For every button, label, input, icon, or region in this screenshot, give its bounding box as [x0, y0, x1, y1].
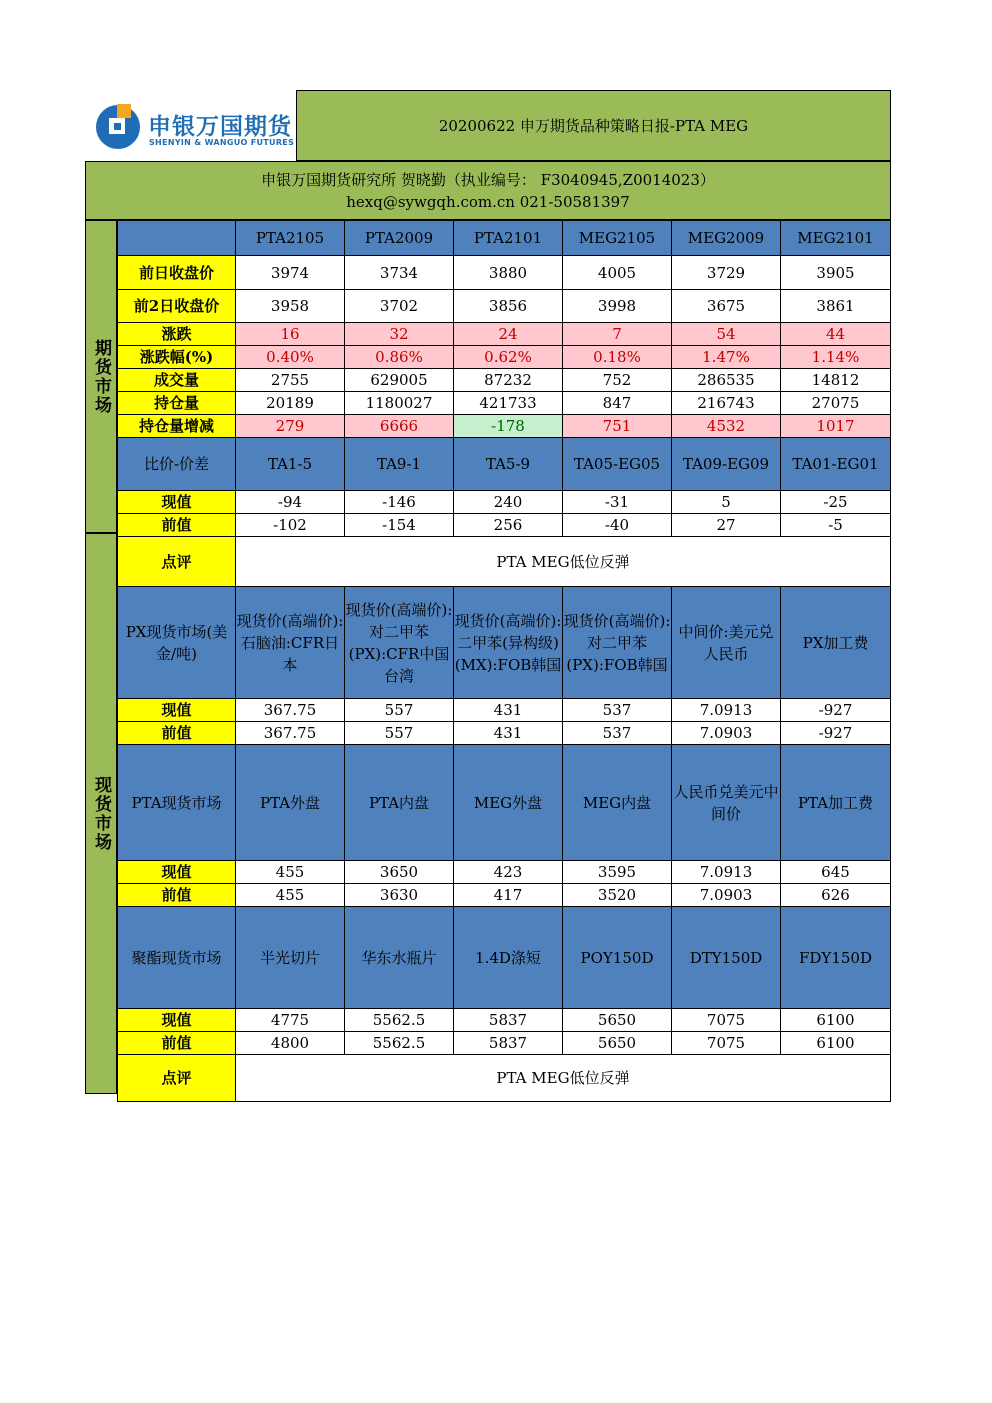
table-row	[118, 722, 891, 745]
logo-name-cn: 申银万国期货	[148, 114, 292, 140]
cell: 557	[345, 699, 454, 722]
px-header: 现货价(高端价):二甲苯(异构级)(MX):FOB韩国	[454, 587, 563, 699]
px-header: 现货价(高端价):对二甲苯(PX):FOB韩国	[563, 587, 672, 699]
cell: 847	[563, 392, 672, 415]
cell: 5562.5	[345, 1009, 454, 1032]
pta-header-row	[118, 745, 891, 861]
row-label: 涨跌	[118, 323, 236, 346]
cell: 44	[781, 323, 891, 346]
cell: 7.0913	[672, 861, 781, 884]
cell: 7.0903	[672, 884, 781, 907]
cell: 5837	[454, 1009, 563, 1032]
px-market-label: PX现货市场(美金/吨)	[118, 587, 236, 699]
cell: 7.0913	[672, 699, 781, 722]
cell: 557	[345, 722, 454, 745]
table-row	[118, 415, 891, 438]
contracts-header-row	[118, 221, 891, 256]
spread-header-row	[118, 438, 891, 491]
table-row	[118, 369, 891, 392]
spread-label: 比价-价差	[118, 438, 236, 491]
cell: 87232	[454, 369, 563, 392]
comment-label: 点评	[118, 537, 236, 587]
cell: 3861	[781, 290, 891, 323]
px-header: 现货价(高端价):石脑油:CFR日本	[236, 587, 345, 699]
cell: -31	[563, 491, 672, 514]
table-row	[118, 323, 891, 346]
poly-header: 华东水瓶片	[345, 907, 454, 1009]
poly-header: 半光切片	[236, 907, 345, 1009]
cell: 537	[563, 699, 672, 722]
row-label: 前日收盘价	[118, 256, 236, 290]
table-row	[118, 256, 891, 290]
table-row	[118, 346, 891, 369]
row-label: 持仓量增减	[118, 415, 236, 438]
cell: 5650	[563, 1009, 672, 1032]
side-label-futures: 期货市场	[85, 220, 117, 533]
pta-market-label: PTA现货市场	[118, 745, 236, 861]
cell: 5	[672, 491, 781, 514]
cell: 16	[236, 323, 345, 346]
row-label: 现值	[118, 861, 236, 884]
analyst-info	[85, 161, 891, 220]
row-label: 现值	[118, 699, 236, 722]
corner-cell	[118, 221, 236, 256]
cell: 1180027	[345, 392, 454, 415]
cell: 7	[563, 323, 672, 346]
spread-header: TA5-9	[454, 438, 563, 491]
row-label: 前值	[118, 722, 236, 745]
analyst-line: 申银万国期货研究所 贺晓勤（执业编号： F3040945,Z0014023）	[261, 171, 715, 189]
table-row	[118, 514, 891, 537]
cell: 3595	[563, 861, 672, 884]
cell: 27075	[781, 392, 891, 415]
pta-header: PTA加工费	[781, 745, 891, 861]
cell: 367.75	[236, 699, 345, 722]
row-label: 前值	[118, 514, 236, 537]
cell: 5650	[563, 1032, 672, 1055]
cell: 1017	[781, 415, 891, 438]
cell: 216743	[672, 392, 781, 415]
poly-header: DTY150D	[672, 907, 781, 1009]
cell: 279	[236, 415, 345, 438]
cell: 6100	[781, 1009, 891, 1032]
row-label: 成交量	[118, 369, 236, 392]
cell: 423	[454, 861, 563, 884]
cell: 7.0903	[672, 722, 781, 745]
comment-row	[118, 537, 891, 587]
cell: 5837	[454, 1032, 563, 1055]
cell: 32	[345, 323, 454, 346]
cell: 0.40%	[236, 346, 345, 369]
spread-header: TA09-EG09	[672, 438, 781, 491]
contract-header: PTA2101	[454, 221, 563, 256]
cell: 3675	[672, 290, 781, 323]
spread-header: TA05-EG05	[563, 438, 672, 491]
poly-header: 1.4D涤短	[454, 907, 563, 1009]
row-label: 现值	[118, 1009, 236, 1032]
contract-header: MEG2105	[563, 221, 672, 256]
px-header: 中间价:美元兑人民币	[672, 587, 781, 699]
cell: 455	[236, 861, 345, 884]
poly-header: FDY150D	[781, 907, 891, 1009]
pta-header: 人民币兑美元中间价	[672, 745, 781, 861]
cell: 431	[454, 699, 563, 722]
comment-text: PTA MEG低位反弹	[236, 1055, 891, 1102]
cell: 0.62%	[454, 346, 563, 369]
side-label-spot: 现货市场	[85, 533, 117, 1094]
cell: -146	[345, 491, 454, 514]
cell: 626	[781, 884, 891, 907]
cell: -178	[454, 415, 563, 438]
comment-text: PTA MEG低位反弹	[236, 537, 891, 587]
cell: 4532	[672, 415, 781, 438]
table-row	[118, 699, 891, 722]
cell: -40	[563, 514, 672, 537]
cell: 286535	[672, 369, 781, 392]
cell: 20189	[236, 392, 345, 415]
data-table	[117, 220, 891, 1102]
cell: 3520	[563, 884, 672, 907]
contract-header: MEG2101	[781, 221, 891, 256]
cell: 7075	[672, 1009, 781, 1032]
cell: 4800	[236, 1032, 345, 1055]
table-row	[118, 1009, 891, 1032]
cell: 3734	[345, 256, 454, 290]
row-label: 现值	[118, 491, 236, 514]
cell: 0.86%	[345, 346, 454, 369]
cell: 240	[454, 491, 563, 514]
table-row	[118, 491, 891, 514]
row-label: 前值	[118, 884, 236, 907]
poly-header: POY150D	[563, 907, 672, 1009]
comment-label: 点评	[118, 1055, 236, 1102]
cell: 421733	[454, 392, 563, 415]
cell: 3729	[672, 256, 781, 290]
cell: -927	[781, 722, 891, 745]
spread-header: TA9-1	[345, 438, 454, 491]
contact-line: hexq@sywgqh.com.cn 021-50581397	[346, 193, 630, 211]
table-row	[118, 290, 891, 323]
cell: 455	[236, 884, 345, 907]
cell: 367.75	[236, 722, 345, 745]
cell: 417	[454, 884, 563, 907]
cell: 5562.5	[345, 1032, 454, 1055]
poly-market-label: 聚酯现货市场	[118, 907, 236, 1009]
pta-header: MEG外盘	[454, 745, 563, 861]
cell: 4005	[563, 256, 672, 290]
cell: 3905	[781, 256, 891, 290]
table-row	[118, 861, 891, 884]
comment-row	[118, 1055, 891, 1102]
cell: 537	[563, 722, 672, 745]
cell: 1.47%	[672, 346, 781, 369]
cell: 54	[672, 323, 781, 346]
contract-header: PTA2009	[345, 221, 454, 256]
cell: 6100	[781, 1032, 891, 1055]
cell: 751	[563, 415, 672, 438]
report-title: 20200622 申万期货品种策略日报-PTA MEG	[296, 90, 891, 161]
row-label: 前2日收盘价	[118, 290, 236, 323]
cell: -25	[781, 491, 891, 514]
cell: 24	[454, 323, 563, 346]
cell: 3974	[236, 256, 345, 290]
logo-name-en: SHENYIN & WANGUO FUTURES	[149, 138, 295, 147]
cell: 3702	[345, 290, 454, 323]
cell: 14812	[781, 369, 891, 392]
spread-header: TA01-EG01	[781, 438, 891, 491]
cell: 3998	[563, 290, 672, 323]
contract-header: PTA2105	[236, 221, 345, 256]
cell: 0.18%	[563, 346, 672, 369]
cell: -154	[345, 514, 454, 537]
table-row	[118, 1032, 891, 1055]
cell: 256	[454, 514, 563, 537]
cell: 3856	[454, 290, 563, 323]
poly-header-row	[118, 907, 891, 1009]
row-label: 持仓量	[118, 392, 236, 415]
cell: 629005	[345, 369, 454, 392]
cell: 645	[781, 861, 891, 884]
cell: -102	[236, 514, 345, 537]
pta-header: PTA内盘	[345, 745, 454, 861]
row-label: 涨跌幅(%)	[118, 346, 236, 369]
cell: 431	[454, 722, 563, 745]
cell: 2755	[236, 369, 345, 392]
table-row	[118, 392, 891, 415]
spread-header: TA1-5	[236, 438, 345, 491]
table-row	[118, 884, 891, 907]
pta-header: MEG内盘	[563, 745, 672, 861]
cell: 3630	[345, 884, 454, 907]
cell: -94	[236, 491, 345, 514]
cell: -927	[781, 699, 891, 722]
cell: 3650	[345, 861, 454, 884]
row-label: 前值	[118, 1032, 236, 1055]
cell: 7075	[672, 1032, 781, 1055]
cell: 1.14%	[781, 346, 891, 369]
cell: 3880	[454, 256, 563, 290]
cell: -5	[781, 514, 891, 537]
cell: 27	[672, 514, 781, 537]
cell: 6666	[345, 415, 454, 438]
cell: 752	[563, 369, 672, 392]
px-header: PX加工费	[781, 587, 891, 699]
cell: 4775	[236, 1009, 345, 1032]
px-header: 现货价(高端价):对二甲苯(PX):CFR中国台湾	[345, 587, 454, 699]
contract-header: MEG2009	[672, 221, 781, 256]
px-header-row	[118, 587, 891, 699]
cell: 3958	[236, 290, 345, 323]
pta-header: PTA外盘	[236, 745, 345, 861]
